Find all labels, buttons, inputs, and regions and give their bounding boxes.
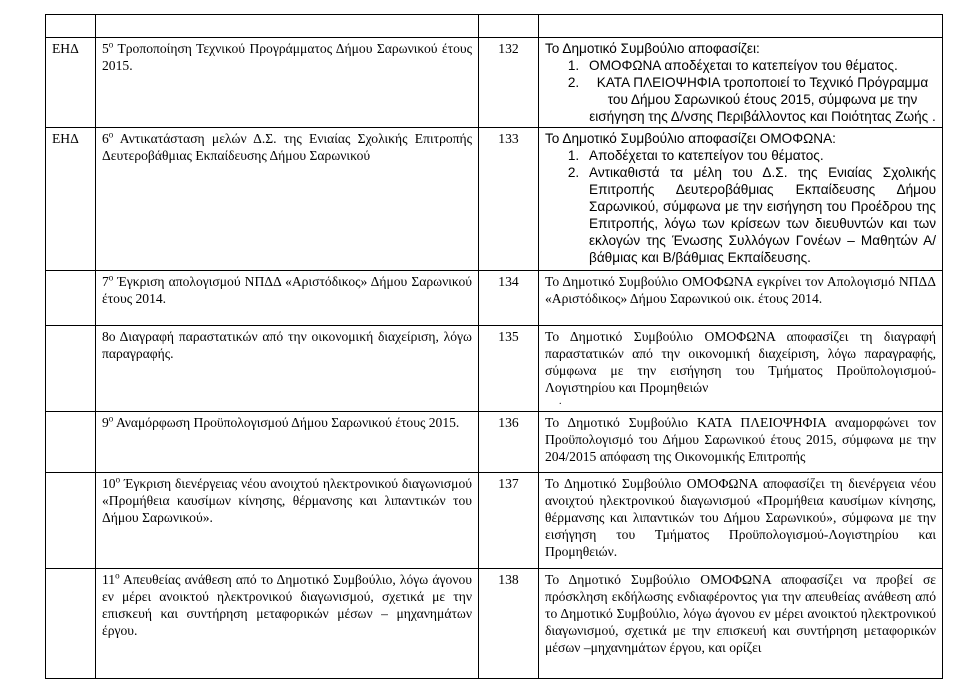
cell-category xyxy=(46,326,96,412)
table-row xyxy=(46,412,943,473)
item-ordinal: 8ο xyxy=(102,329,116,344)
cell-decision xyxy=(539,326,943,412)
subject-text: Αντικατάσταση μελών Δ.Σ. της Ενιαίας Σχολικής Επιτροπής Δευτεροβάθμιας Εκπαίδευσης Δήμου Σαρωνικού xyxy=(102,131,472,163)
cell-category xyxy=(46,271,96,326)
subject-text: Απευθείας ανάθεση από το Δημοτικό Συμβούλιο, λόγω άγονου εν μέρει ανοικτού ηλεκτρονικού διαγωνισμού, σχετικά με την επισκευή και συντήρηση μεταφορικών μέσων – μηχανημάτων έργου. xyxy=(102,572,472,638)
subject-text: Έγκριση απολογισμού ΝΠΔΔ «Αριστόδικος» Δήμου Σαρωνικού έτους 2014. xyxy=(102,274,472,306)
list-item: 2. Αντικαθιστά τα μέλη του Δ.Σ. της Ενιαίας Σχολικής Επιτροπής Δευτεροβάθμιας Εκπαίδευσης Δήμου Σαρωνικού, σύμφωνα με την εισήγηση του Προέδρου της Επιτροπής, λόγω των κρίσεων των διευθυντών και των εκλογών της Ένωσης Συλλόγων Γονέων – Μαθητών Α/βάθμιας και Β/βάθμιας Εκπαίδευσης. xyxy=(583,164,936,266)
cell-decision: Το Δημοτικό Συμβούλιο ΟΜΟΦΩΝΑ αποφασίζει τη διενέργεια νέου ανοιχτού ηλεκτρονικού διαγωνισμού «Προμήθεια καυσίμων κίνησης, θέρμανσης και λιπαντικών του Δήμου Σαρωνικού», σύμφωνα με την εισήγηση του Τμήματος Προϋπολογισμού-Λογιστηρίου και Προμηθειών. xyxy=(539,473,943,569)
table-row xyxy=(46,271,943,326)
subject-text: Διαγραφή παραστατικών από την οικονομική διαχείριση, λόγω παραγραφής. xyxy=(102,329,472,361)
table-row xyxy=(46,128,943,271)
item-ordinal: 9 xyxy=(102,415,109,430)
ordinal-suffix: ο xyxy=(108,272,114,283)
cell-decision-number: 132 xyxy=(479,38,539,128)
cell-subject xyxy=(96,38,479,128)
cell-category xyxy=(46,473,96,569)
table-row xyxy=(46,569,943,679)
item-ordinal: 5 xyxy=(102,41,109,56)
table-row xyxy=(46,473,943,569)
subject-text: Αναμόρφωση Προϋπολογισμού Δήμου Σαρωνικού έτους 2015. xyxy=(113,415,460,430)
cell-decision-number: 134 xyxy=(479,271,539,326)
cell-decision-number: 136 xyxy=(479,412,539,473)
subject-text: Έγκριση διενέργειας νέου ανοιχτού ηλεκτρονικού διαγωνισμού «Προμήθεια καυσίμων κίνησης, θέρμανσης και λιπαντικών του Δήμου Σαρωνικού». xyxy=(102,476,472,525)
cell-category xyxy=(46,569,96,679)
decision-list xyxy=(545,147,936,266)
cell-category: ΕΗΔ xyxy=(46,38,96,128)
cell-decision: Το Δημοτικό Συμβούλιο ΚΑΤΑ ΠΛΕΙΟΨΗΦΙΑ αναμορφώνει τον Προϋπολογισμό του Δήμου Σαρωνικού έτους 2015, σύμφωνα με την 204/2015 απόφαση της Οικονομικής Επιτροπής xyxy=(539,412,943,473)
item-ordinal: 11 xyxy=(102,572,116,587)
cell-subject xyxy=(96,569,479,679)
list-item: 2. ΚΑΤΑ ΠΛΕΙΟΨΗΦΙΑ τροποποιεί το Τεχνικό Πρόγραμμα του Δήμου Σαρωνικού έτους 2015, σύμφωνα με την εισήγηση της Δ/νσης Περιβάλλοντος και Ποιότητας Ζωής . xyxy=(583,74,936,125)
cell-subject xyxy=(96,128,479,271)
cell-category: ΕΗΔ xyxy=(46,128,96,271)
list-item: 1. Αποδέχεται το κατεπείγον του θέματος. xyxy=(583,147,936,164)
cell-decision-number: 135 xyxy=(479,326,539,412)
cell-subject xyxy=(96,271,479,326)
cell-subject xyxy=(96,412,479,473)
item-ordinal: 10 xyxy=(102,476,116,491)
ordinal-suffix: ο xyxy=(108,129,114,140)
cell-category xyxy=(46,15,96,38)
list-item: 1. ΟΜΟΦΩΝΑ αποδέχεται το κατεπείγον του θέματος. xyxy=(583,57,936,74)
cell-decision xyxy=(539,15,943,38)
cell-decision-number: 133 xyxy=(479,128,539,271)
cell-category xyxy=(46,412,96,473)
decision-trailing-mark: . xyxy=(559,396,562,407)
cell-subject xyxy=(96,15,479,38)
ordinal-suffix: ο xyxy=(115,570,120,581)
table-row xyxy=(46,38,943,128)
decision-lead: Το Δημοτικό Συμβούλιο αποφασίζει: xyxy=(545,41,760,56)
cell-decision: Το Δημοτικό Συμβούλιο ΟΜΟΦΩΝΑ αποφασίζει να προβεί σε πρόσκληση εκδήλωσης ενδιαφέροντος για την απευθείας ανάθεση από το Δημοτικό Συμβούλιο, λόγω άγονου εν μέρει ανοικτού ηλεκτρονικού διαγωνισμού, σχετικά με την επισκευή και συντήρηση μεταφορικών μέσων –μηχανημάτων έργου, και ορίζει xyxy=(539,569,943,679)
cell-subject xyxy=(96,326,479,412)
cell-decision-number xyxy=(479,15,539,38)
cell-decision: Το Δημοτικό Συμβούλιο ΟΜΟΦΩΝΑ εγκρίνει τον Απολογισμό ΝΠΔΔ «Αριστόδικος» Δήμου Σαρωνικού οικ. έτους 2014. xyxy=(539,271,943,326)
ordinal-suffix: ο xyxy=(108,413,114,424)
minutes-table xyxy=(45,14,943,679)
subject-text: Τροποποίηση Τεχνικού Προγράμματος Δήμου Σαρωνικού έτους 2015. xyxy=(102,41,472,73)
cell-decision xyxy=(539,38,943,128)
ordinal-suffix: ο xyxy=(115,474,121,485)
table-row-empty xyxy=(46,15,943,38)
cell-decision-number: 137 xyxy=(479,473,539,569)
ordinal-suffix: ο xyxy=(108,39,114,50)
cell-decision-number: 138 xyxy=(479,569,539,679)
item-ordinal: 6 xyxy=(102,131,109,146)
decision-lead: Το Δημοτικό Συμβούλιο αποφασίζει ΟΜΟΦΩΝΑ: xyxy=(545,131,836,146)
item-ordinal: 7 xyxy=(102,274,109,289)
decision-text: Το Δημοτικό Συμβούλιο ΟΜΟΦΩΝΑ αποφασίζει τη διαγραφή παραστατικών από την οικονομική διαχείριση, λόγω παραγραφής, σύμφωνα με την εισήγηση του Τμήματος Προϋπολογισμού-Λογιστηρίου και Προμηθειών xyxy=(545,329,936,395)
table-row xyxy=(46,326,943,412)
decision-list xyxy=(545,57,936,125)
cell-subject xyxy=(96,473,479,569)
cell-decision xyxy=(539,128,943,271)
